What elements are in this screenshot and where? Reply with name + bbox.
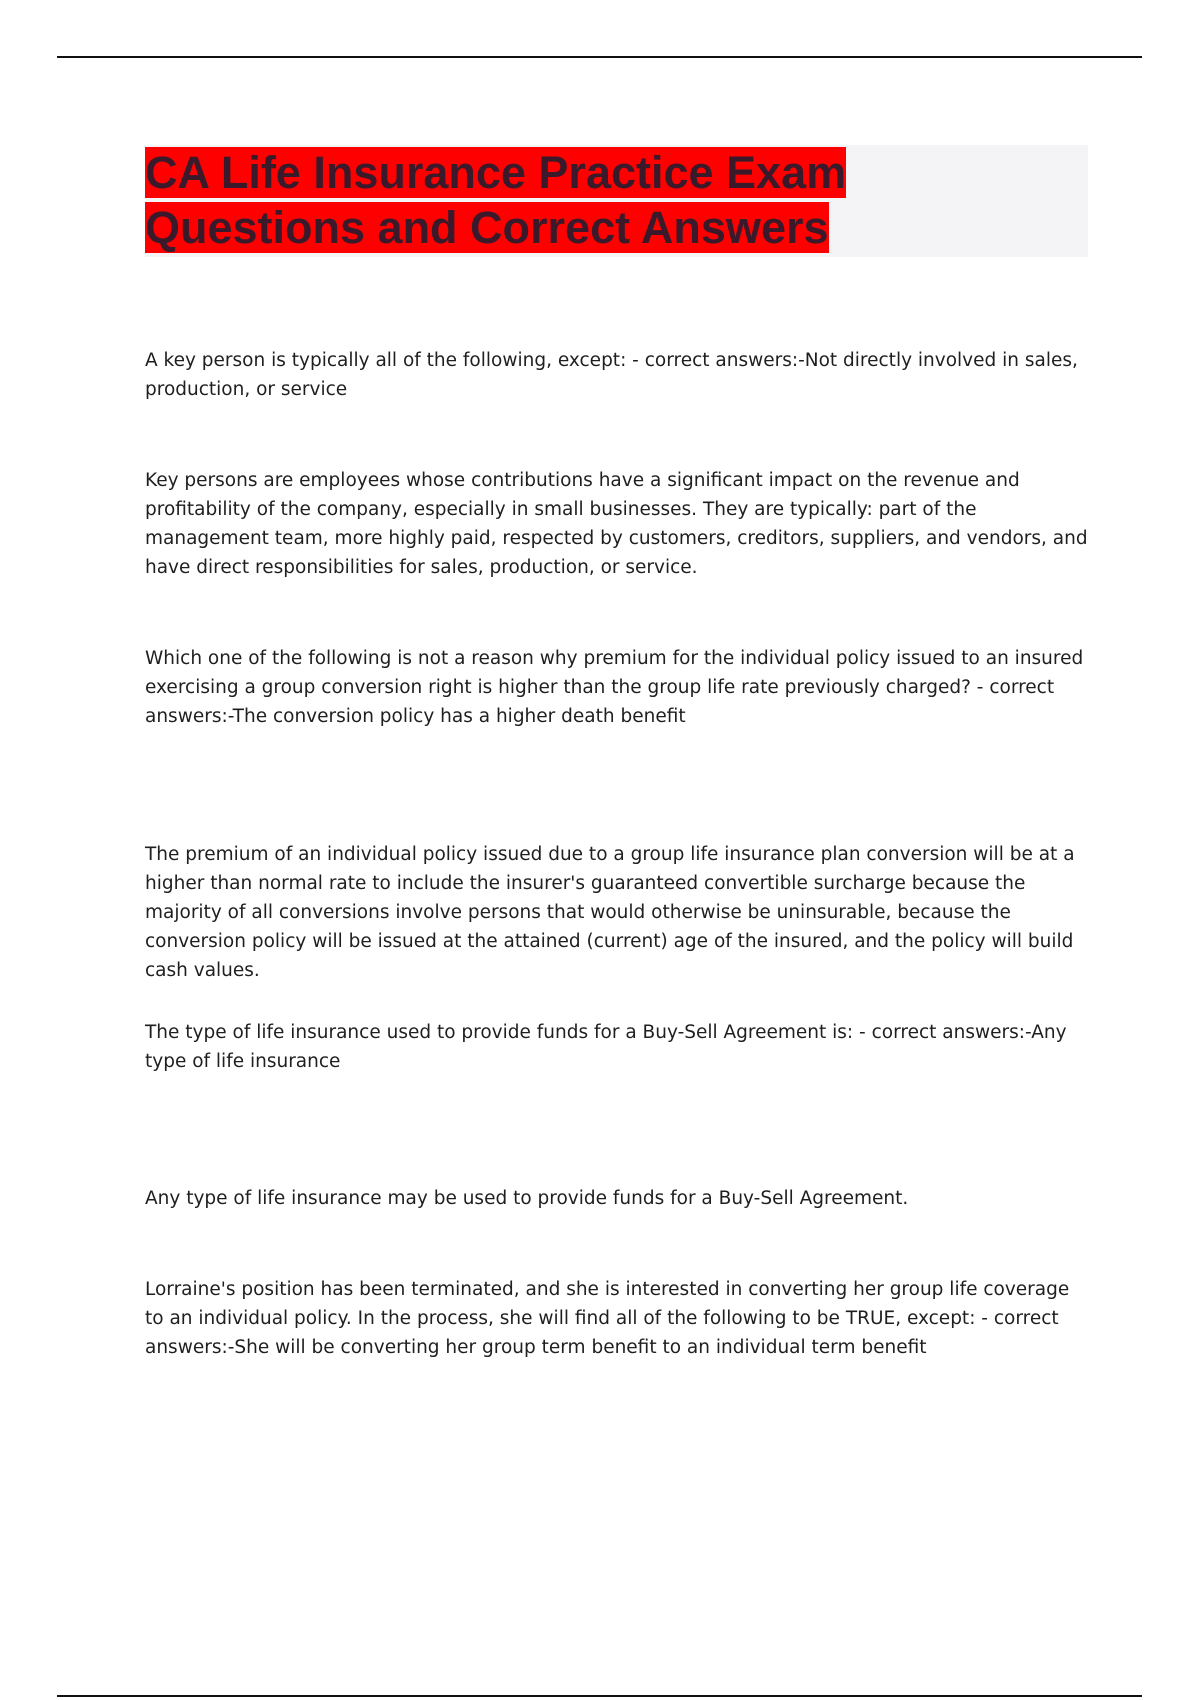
explanation-group-conversion-premium: The premium of an individual policy issued due to a group life insurance plan conversion will be at a higher than normal rate to include the insurer's guaranteed convertible surcharge because the majority of all conversions involve persons that would otherwise be uninsurable, because the conversion policy will be issued at the attained (current) age of the insured, and the policy will build cash values.	[145, 844, 1075, 981]
question-buy-sell-agreement: The type of life insurance used to provide funds for a Buy-Sell Agreement is: - correct answers:-Any type of life insurance	[145, 1022, 1067, 1072]
question-lorraine-conversion: Lorraine's position has been terminated, and she is interested in converting her group life coverage to an individual policy. In the process, she will find all of the following to be TRUE, except: - correct answers:-She will be converting her group term benefit to an individual term benefit	[145, 1279, 1070, 1358]
title-highlight: CA Life Insurance Practice Exam Questions and Correct Answers	[145, 147, 847, 253]
explanation-key-person: Key persons are employees whose contributions have a significant impact on the revenue and profitability of the company, especially in small businesses. They are typically: part of the management team, more highly paid, respected by customers, creditors, suppliers, and vendors, and have direct responsibilities for sales, production, or service.	[145, 470, 1088, 578]
explanation-buy-sell-agreement: Any type of life insurance may be used to provide funds for a Buy-Sell Agreement.	[145, 1188, 909, 1209]
bottom-divider	[57, 1695, 1142, 1697]
question-group-conversion-premium: Which one of the following is not a reason why premium for the individual policy issued to an insured exercising a group conversion right is higher than the group life rate previously charged? - correct answers:-The conversion policy has a higher death benefit	[145, 648, 1084, 727]
question-key-person: A key person is typically all of the following, except: - correct answers:-Not directly involved in sales, production, or service	[145, 350, 1078, 400]
document-title	[145, 145, 945, 255]
top-divider	[57, 56, 1142, 58]
